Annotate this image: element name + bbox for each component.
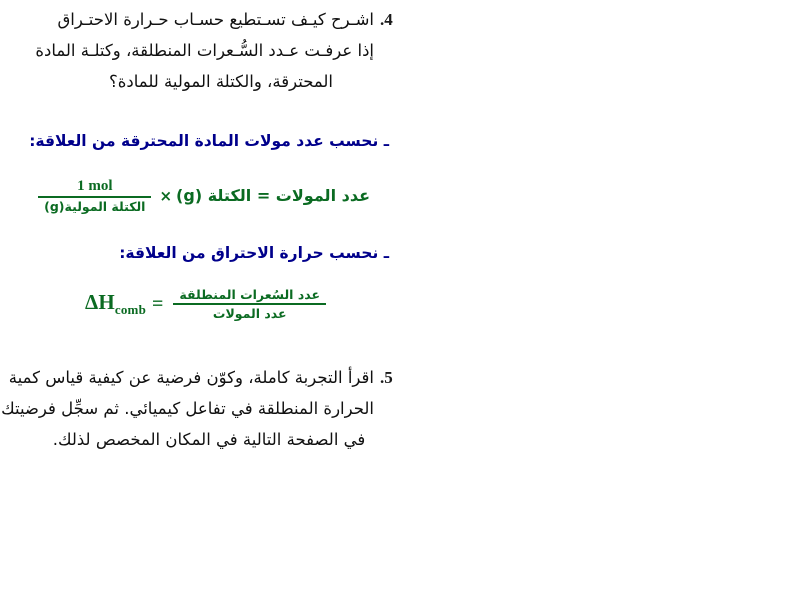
question-text-4 [35,4,374,97]
question-5-line-3: في الصفحة التالية في المكان المخصص لذلك. [52,430,366,449]
fraction-numerator: 1 mol [77,178,113,194]
question-5-line-2: الحرارة المنطلقة في تفاعل كيميائي. ثم سجِّل فرضيتك [1,399,374,418]
fraction-denominator: عدد المولات [212,305,287,321]
fraction-numerator: عدد السُعرات المنطلقة [179,287,320,302]
question-text-5 [1,362,374,455]
question-4-line-3: المحترقة، والكتلة المولية للمادة؟ [109,72,333,91]
question-4-line-1: اشـرح كيـف تسـتطيع حسـاب حـرارة الاحتـراق [57,10,374,29]
question-number-5: 5. [380,368,393,387]
formula-moles [34,178,370,214]
question-number-4: 4. [380,10,393,29]
equals-sign: = [152,292,164,315]
question-5-line-1: اقرأ التجربة كاملة، وكوّن فرضية عن كيفية قياس كمية [8,368,374,387]
answer-heading-2: ـ نحسب حرارة الاحتراق من العلاقة: [119,244,389,262]
multiplication-sign: × [159,186,173,205]
formula-enthalpy-fraction [173,288,326,321]
formula-moles-label: عدد المولات = الكتلة (g) [176,186,370,206]
question-4-line-2: إذا عرفـت عـدد السُّـعرات المنطلقة، وكتلـة المادة [35,41,374,60]
question-block-5 [1,362,404,455]
formula-enthalpy [85,288,330,321]
formula-moles-fraction [38,178,151,214]
fraction-denominator: الكتلة المولية(g) [44,198,146,214]
delta-h-symbol: $\Delta H_{comb}$ [84,290,147,318]
answer-heading-1: ـ نحسب عدد مولات المادة المحترقة من العلاقة: [29,132,389,150]
question-block-4 [35,4,404,97]
